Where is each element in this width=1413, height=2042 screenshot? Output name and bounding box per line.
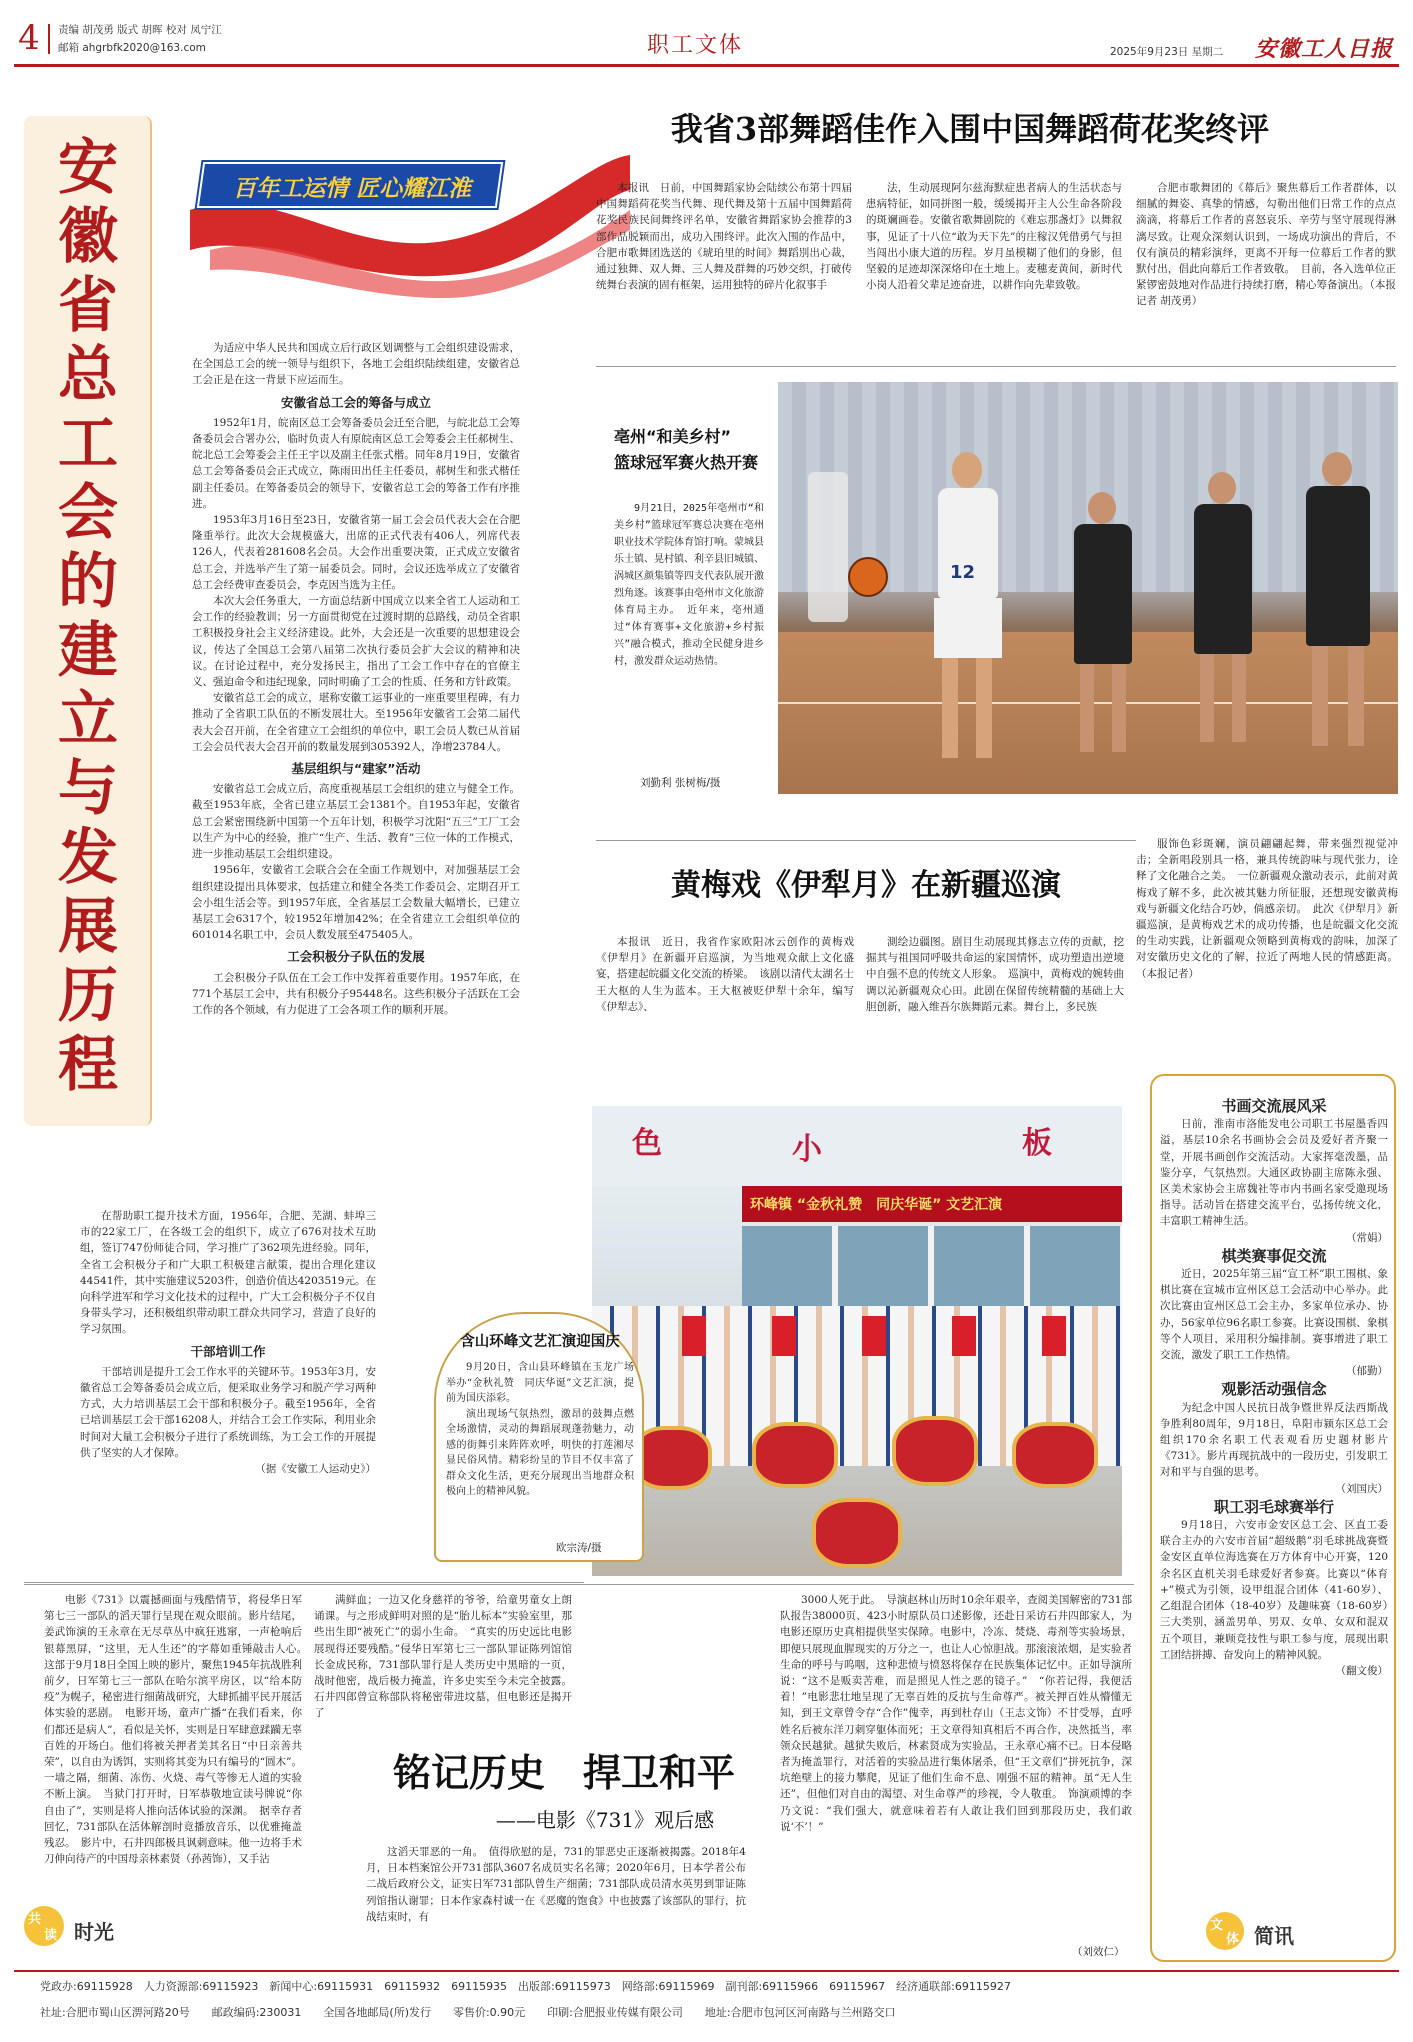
lead-subhead-2: 基层组织与“建家”活动 xyxy=(291,761,421,777)
date-line: 2025年9月23日 星期二 xyxy=(1110,46,1224,58)
sign-char: 色 xyxy=(632,1126,662,1161)
dance-paragraph: 本报讯 日前，中国舞蹈家协会陆续公布第十四届中国舞蹈荷花奖当代舞、现代舞及第十五届中国舞蹈荷花奖民族民间舞终评名单，安徽省舞蹈家协会推荐的3部作品脱颖而出，成功入围终评。此次入围的作品中，合肥市歌舞团选送的《琥珀里的时间》舞蹈別出心裁，通过独舞、双人舞、三人舞及群舞的巧妙交织，打破传统舞台表演的固有框架，运用独特的碎片化叙事手 xyxy=(596,182,852,292)
opera-paragraph: 服饰色彩斑斓，演员翩翩起舞，带来强烈视觉冲击；全新唱段别具一格，兼具传统韵味与现代张力，诠释了文化融合之美。 一位新疆观众激动表示，此前对黄梅戏了解不多，此次被其魅力所征服，还想现安徽黄梅戏与新疆文化结合巧妙，倘感亲切。 此次《伊犁月》新疆巡演，是黄梅戏艺术的成功传播，也是皖疆文化交流的生动实践，让新疆观众领略到黄梅戏的韵味，加深了对安徽历史文化的了解，拉近了两地人民的情感距离。（本报记者） xyxy=(1136,838,1398,980)
dance-paragraph: 法，生动展现阿尔兹海默症患者病人的生活状态与患病特征，如同拼图一般，缓缓揭开主人公生命各阶段的斑斓画卷。安徽省歌舞剧院的《难忘那盏灯》以舞叙事，见证了十八位“敢为天下先”的庄稼汉凭借勇气与担当闯出小康大道的历程。岁月虽模糊了他们的身影，但坚毅的足迹却深深烙印在土地上。麦穗麦黄间，新时代小岗人沿着父辈足迹奋进，以耕作向先辈致敬。 xyxy=(866,182,1122,292)
brief-item-title: 书画交流展风采 xyxy=(1221,1097,1327,1115)
editors-line: 责编 胡茂勇 版式 胡晖 校对 凤宁江 xyxy=(58,24,222,36)
drum xyxy=(892,1416,978,1486)
basketball-paragraph: 9月21日，2025年亳州市“和美乡村”篮球冠军赛总决赛在亳州职业技术学院体育馆打响。蒙城县乐土镇、晃村镇、利辛县旧城镇、涡城区颜集镇等四支代表队展开激烈角逐。该赛事由亳州市文化旅游体育局主办。 近年来，亳州通过“体育赛事+文化旅游+乡村振兴”融合模式，推动全民健身进乡村，激发群众运动热情。 xyxy=(614,503,764,667)
brief-item xyxy=(1160,1499,1388,1679)
footer-address: 社址:合肥市蜀山区淠河路20号 邮政编码:230031 全国各地邮局(所)发行 零售价:0.90元 印刷:合肥报业传媒有限公司 地址:合肥市包河区河南路与兰州路交口 xyxy=(40,2006,896,2019)
title-char: 的 xyxy=(58,547,118,617)
page-number: 4 xyxy=(18,18,40,58)
title-char: 工 xyxy=(58,409,118,479)
review-col2 xyxy=(314,1592,572,1742)
lead-subhead-1: 安徽省总工会的筹备与成立 xyxy=(280,394,431,410)
brief-item-title: 棋类赛事促交流 xyxy=(1221,1246,1327,1265)
opera-col3 xyxy=(1136,836,1398,982)
hanshan-paragraph: 9月20日，含山县环峰镇在玉龙广场举办“金秋礼赞 同庆华诞”文艺汇演，提前为国庆添彩。 xyxy=(446,1362,634,1404)
brief-item-body: 近日，2025年第三届“宣工杯”职工围棋、象棋比赛在宣城市宣州区总工会活动中心举办。此次比赛由宣州区总工会主办，多家单位承办、协办，56家单位96名职工参赛。比赛设围棋、象棋等个人项目，采用积分编排制。赛事增进了职工交流，激发了职工工作热情。 xyxy=(1160,1268,1388,1362)
lead-paragraph: 工会积极分子队伍在工会工作中发挥着重要作用。1957年底，在771个基层工会中，共有积极分子95448名。这些积极分子活跃在工会工作的各个领域，有力促进了工会各项工作的顺利开展。 xyxy=(192,971,520,1016)
lead-source: （据《安徽工人运动史》） xyxy=(255,1463,376,1476)
brief-badge-char: 文 xyxy=(1210,1918,1224,1933)
brief-item xyxy=(1160,1248,1388,1380)
lead-paragraph: 1952年1月，皖南区总工会筹备委员会迁至合肥，与皖北总工会筹备委员会合署办公，临时负责人有原皖南区总工会筹委会主任郝树生、皖北总工会筹委会主任王宇以及副主任张式楷。同年8月19日，安徽省总工会筹备委员会正式成立，陈雨田出任主任委员，郝树生和张式楷任副主任委员。在筹备委员会的领导下，安徽省总工会的筹备工作有序推进。 xyxy=(192,416,520,510)
brief-badge-char: 体 xyxy=(1226,1932,1240,1947)
lead-body-col1 xyxy=(192,340,520,1018)
player-defender xyxy=(1188,472,1258,742)
title-char: 程 xyxy=(58,1030,118,1100)
review-paragraph: 3000人死于此。 导演赵林山历时10余年艰辛，查阅美国解密的731部队报告38000页、423小时原队员口述影像，还赴日采访石井四郎家人，为电影还原历史真相提供坚实保障。电影中，冷冻、焚烧、毒剂等实验场景，即便只展现血腥现实的万分之一，也让人心惊胆战。那滚滚浓烟，是实验者生命的呼号与呜咽，这种悲愤与愤怒将保存在民族集体记忆中。正如导演所说：“这不是贩卖苦难，而是照见人性之恶的镜子。” “你若记得，我便活着！”电影悲壮地呈现了无辜百姓的反抗与生命尊严。被关押百姓从懵懂无知，到王文章曾令存“合作”傀幸，再到杜存山（王志文饰）不甘受辱，直呼姓名后被东洋刀刺穿躯体而死；王文章得知真相后不再合作，决然抵当，率领众民越狱。越狱失败后，林素贤成为实验品，王永章心痛不已。日本侵略者为掩盖罪行，对活着的实验品进行集体屠杀，但“王文章们”拼死抗争，深坑绝壁上的接力攀爬，见证了他们生命不息、刚强不屈的精神。虽“无人生还”，但他们对自由的渴望、对生命尊严的珍视，令人敬重。 饰演顽博的李乃文说：“我们强大，就意味着若有人敢让我们回到那段历史，我们敢说‘不’！” xyxy=(780,1594,1132,1833)
opera-top-rule xyxy=(596,840,1136,841)
dance-paragraph: 合肥市歌舞团的《幕后》聚焦幕后工作者群体，以细腻的舞姿、真挚的情感，勾勒出他们日常工作的点点滴滴，将幕后工作者的喜怒哀乐、辛劳与坚守展现得淋漓尽致。让观众深刻认识到，一场成功演出的背后，不仅有演员的精彩演绎，更离不开每一位幕后工作者的默默付出，倡此向幕后工作者致敬。 目前，各入选单位正紧锣密鼓地对作品进行持续打磨，精心筹备演出。（本报记者 胡茂勇） xyxy=(1136,182,1396,308)
review-paragraph: 这滔天罪恶的一角。 值得欣慰的是，731的罪恶史正逐渐被揭露。2018年4月，日本档案馆公开731部队3607名成员实名名簿；2020年6月，日本学者公布二战后政府公文，证实日军731部队曾生产细菌；731部队成员清水英男到罪证陈列馆指认谢罪；日本作家森村诚一在《恶魔的饱食》中也披露了该部队的罪行，抗战结束时，有 xyxy=(366,1846,746,1923)
review-top-rule xyxy=(24,1584,1134,1585)
brief-item-title: 观影活动强信念 xyxy=(1221,1380,1327,1399)
lead-body-col2 xyxy=(80,1208,376,1477)
lead-subhead-4: 干部培训工作 xyxy=(190,1343,266,1359)
drum xyxy=(632,1426,712,1490)
lead-paragraph: 1953年3月16日至23日，安徽省第一届工会会员代表大会在合肥隆重举行。此次大会规模盛大，出席的正式代表有406人，列席代表126人，代表着281608名会员。大会作出重要决策，正式成立安徽省总工会，并选举产生了第一届委员会。同时，会议还选举成立了安徽省总工会经费审查委员会，李克因当选为主任。 xyxy=(192,514,520,591)
brief-item-body: 9月18日，六安市金安区总工会、区直工委联合主办的六安市首届“超级鹅”羽毛球挑战赛暨金安区直单位海选赛在万方体育中心开赛，120余名区直机关羽毛球爱好者参赛。比赛以“体育+”模式为引领，设甲组混合团体（41-60岁）、乙组混合团体（18-40岁）及趣味赛（18-60岁）三大类别，涵盖男单、男双、女单、女双和混双五个项目，兼顾竞技性与职工参与度，展现出职工团结拼搏、奋发向上的精神风貌。 xyxy=(1160,1519,1388,1661)
banner-text: 百年工运情 匠心耀江淮 xyxy=(232,176,471,202)
lead-paragraph: 在帮助职工提升技术方面，1956年，合肥、芜湖、蚌埠三市的22家工厂，在各级工会的组织下，成立了676对技术互助组，签订747份师徒合同，学习推广了362项先进经验。同年，全省工会积极分子和广大职工积极建言献策，提出合理化建议44541件，其中实施建议5203件，创造价值达4203519元。在向科学进军和学习文化技术的过程中，广大工会积极分子不仅自身带头学习，还积极组织带动职工群众共同学习，营造了良好的学习氛围。 xyxy=(80,1210,376,1336)
header-rule xyxy=(14,64,1399,67)
sign-char: 板 xyxy=(1022,1126,1052,1161)
hanshan-paragraph: 演出现场气氛热烈，激昂的鼓舞点燃全场激情，灵动的舞蹈展现蓬勃魅力，动感的街舞引来阵阵欢呼，明快的打莲湘尽显民俗风情。精彩纷呈的节目不仅丰富了群众文化生活，更充分展现出当地群众积极向上的精神风貌。 xyxy=(446,1408,634,1497)
basketball-title-1: 亳州“和美乡村” xyxy=(614,427,732,446)
review-col2b xyxy=(366,1844,746,1964)
title-char: 省 xyxy=(58,271,118,341)
review-col3 xyxy=(780,1592,1132,1962)
brief-item-title: 职工羽毛球赛举行 xyxy=(1213,1497,1334,1516)
lead-subhead-3: 工会积极分子队伍的发展 xyxy=(287,949,425,965)
jersey-number: 12 xyxy=(950,562,976,583)
hanshan-credit: 欧宗涛/摄 xyxy=(556,1542,602,1554)
title-char: 安 xyxy=(58,133,118,203)
review-title: 铭记历史 捍卫和平 xyxy=(392,1750,735,1795)
brief-item-body: 为纪念中国人民抗日战争暨世界反法西斯战争胜利80周年，9月18日，阜阳市颍东区总工会组织170余名职工代表观看历史题材影片《731》。影片再现抗战中的一段历史，引发职工对和平与自强的思考。 xyxy=(1160,1401,1388,1479)
drum xyxy=(812,1498,902,1568)
title-char: 会 xyxy=(58,478,118,548)
review-badge-char: 共 xyxy=(28,1912,42,1927)
dance-bottom-rule xyxy=(596,366,1396,367)
basketball-credit: 刘勤利 张树梅/摄 xyxy=(640,777,721,789)
section-title: 职工文体 xyxy=(646,33,743,58)
title-char: 总 xyxy=(58,340,118,410)
basketball-body xyxy=(614,500,764,670)
lead-bottom-rule xyxy=(24,1582,584,1583)
title-char: 徽 xyxy=(58,202,118,272)
brief-item-byline: （常娟） xyxy=(1346,1231,1388,1244)
footer-rule xyxy=(14,1970,1399,1972)
lead-paragraph: 安徽省总工会的成立，堪称安徽工运事业的一座重要里程碑，有力推动了全省职工队伍的不断发展壮大。至1956年安徽省工会第二届代表大会召开前，在全省建立工会组织的单位中，职工会员人数已从首届工会会员代表大会召开前的数量发展到305392人，净增23784人。 xyxy=(192,692,520,753)
lead-paragraph: 干部培训是提升工会工作水平的关键环节。1953年3月，安徽省总工会筹备委员会成立后，便采取业务学习和脱产学习两种方式，大力培训基层工会干部和积极分子。截至1956年，全省已培训基层工会干部16208人，并结合工会工作实际，利用业余时间对大量工会积极分子进行了系统训练，为工会工作的开展提供了坚实的人才保障。 xyxy=(80,1365,376,1459)
title-char: 展 xyxy=(58,892,118,962)
player-defender xyxy=(1298,452,1378,752)
opera-title: 黄梅戏《伊犁月》在新疆巡演 xyxy=(671,868,1061,903)
review-subtitle: ——电影《731》观后感 xyxy=(495,1808,715,1832)
basketball-ball xyxy=(848,557,888,597)
brief-item xyxy=(1160,1098,1388,1246)
review-label: 时光 xyxy=(74,1920,114,1944)
review-paragraph: 电影《731》以震撼画面与残酷情节，将侵华日军第七三一部队的滔天罪行呈现在观众眼前。影片结尾，姜武饰演的王永章在无尽草丛中疯狂逃窜，一声枪响后银幕黑屏，“这里，无人生还”的字幕如重锤敲击人心。 这部于9月18日全国上映的影片，聚焦1945年抗战胜利前夕，日军第七三一部队在哈尔滨平房区，以“给本防疫”为幌子，秘密进行细菌战研究，大肆抓捕平民开展活体实验的恶剧。 电影开场，童声广播“在我们看来，你们都还是病人”，看似是关怀，实则是日军肆意蹂躏无辜百姓的开场白。他们将被关押者美其名日“中日亲善共荣”，以自由为诱饵，实则将其变为只有编号的“圆木”。一墙之隔，细菌、冻伤、火烧、毒气等惨无人道的实验不断上演。 当狱门打开时，日军恭敬地宣读号牌说“你自由了”，实则是将人推向活体试验的深渊。 据幸存者回忆，731部队在活体解剖时竟播放音乐，以优雅掩盖残忍。 影片中，石井四郎极具讽刺意味。他一边将手术刀伸向待产的中国母亲林素贤（孙茜饰），又手沾 xyxy=(44,1594,313,1866)
brief-label: 简讯 xyxy=(1254,1924,1294,1948)
parade-photo xyxy=(592,1106,1122,1576)
opera-col2 xyxy=(866,934,1124,1015)
lead-paragraph: 1956年，安徽省工会联合会在全面工作规划中，对加强基层工会组织建设提出具体要求，包括建立和健全各类工作委员会、定期召开工会小组生活会等。到1957年底，全省基层工会数量大幅增长，已建立基层工会6317个，较1952年增加42%；在全省建立工会组织单位的601014名职工中，会员人数发展至475405人。 xyxy=(192,864,520,942)
vertical-divider xyxy=(48,24,50,54)
brief-item xyxy=(1160,1381,1388,1496)
review-badge-char: 读 xyxy=(44,1928,58,1943)
opera-col1 xyxy=(596,934,854,1015)
brief-item-byline: （刘国庆） xyxy=(1335,1482,1388,1495)
dance-title: 我省3部舞蹈佳作入围中国舞蹈荷花奖终评 xyxy=(670,110,1270,148)
review-col1 xyxy=(44,1592,313,1922)
lead-paragraph: 安徽省总工会成立后，高度重视基层工会组织的建立与健全工作。截至1953年底，全省已建立基层工会1381个。自1953年起，安徽省总工会紧密围绕新中国第一个五年计划，积极学习沈阳“五三”工厂工会以生产为中心的经验，推广“生产、生活、教育”三位一体的工作模式，进一步推动基层工会组织建设。 xyxy=(192,783,520,861)
email-line: 邮箱 ahgrbfk2020@163.com xyxy=(58,42,206,54)
review-paragraph: 满鲜血；一边又化身慈祥的爷爷，给童男童女上朗诵课。与之形成鲜明对照的是“胎儿标本”实验室里，那些出生即“被死亡”的弱小生命。 “真实的历史远比电影展现得还要残酷。”侵华日军第七三一部队罪证陈列馆馆长金成民称，731部队罪行是人类历史中黑暗的一页，战时他密，战后极力掩盖，许多史实至今未完全披露。石井四郎曾宣称部队将秘密带进坟墓，但电影还是揭开了 xyxy=(314,1594,572,1720)
review-byline: （刘效仁） xyxy=(1072,1946,1125,1958)
footer-contacts: 党政办:69115928 人力资源部:69115923 新闻中心:69115931 69115932 69115935 出版部:69115973 网络部:69115969 副刊部:69115966 69115967 经济通联部:69115927 xyxy=(40,1980,1011,1993)
dance-col1 xyxy=(596,180,852,293)
title-char: 发 xyxy=(58,823,118,893)
lead-paragraph: 本次大会任务重大，一方面总结新中国成立以来全省工人运动和工会工作的经验教训；另一方面贯彻党在过渡时期的总路线，动员全省职工积极投身社会主义经济建设。此外，大会还是一次重要的思想建设会议，传达了全国总工会第八届第二次执行委员会扩大会议的精神和决议。在讨论过程中，充分发扬民主，指出了工会工作中存在的官僚主义、强迫命令和违纪现象，同时明确了工会的性质、任务和方针政策。 xyxy=(192,595,520,689)
drum xyxy=(1012,1422,1098,1488)
basketball-title-2: 篮球冠军赛火热开赛 xyxy=(614,453,759,472)
drum xyxy=(752,1422,838,1488)
title-char: 建 xyxy=(58,616,118,686)
brief-item-byline: （翻文俊） xyxy=(1335,1664,1388,1677)
brief-item-byline: （郁勤） xyxy=(1346,1365,1388,1378)
dance-col3 xyxy=(1136,180,1396,310)
opera-paragraph: 測绘边疆图。剧目生动展现其修志立传的贡献，挖掘其与祖国同呼吸共命运的家国情怀，成功塑造出逆境中自强不息的传统文人形象。 巡演中，黄梅戏的婉转曲调以沁新疆观众心田。此剧在保留传统精髓的基础上大胆创新，融入维吾尔族舞蹈元素。舞台上，多民族 xyxy=(866,936,1124,1013)
brief-list xyxy=(1160,1096,1388,1679)
masthead-logo: 安徽工人日报 xyxy=(1255,36,1394,62)
lead-intro: 为适应中华人民共和国成立后行政区划调整与工会组织建设需求，在全国总工会的统一领导与组织下，各地工会组织陆续组建，安徽省总工会正是在这一背景下应运而生。 xyxy=(192,342,520,387)
hanshan-title: 含山环峰文艺汇演迎国庆 xyxy=(460,1334,620,1350)
dance-col2 xyxy=(866,180,1122,293)
player-defender xyxy=(1068,492,1138,752)
title-char: 立 xyxy=(58,685,118,755)
hanshan-body xyxy=(446,1360,634,1500)
player-background xyxy=(808,472,848,622)
lead-vertical-title xyxy=(32,134,144,1100)
sign-char: 小 xyxy=(792,1132,822,1167)
title-char: 与 xyxy=(58,754,118,824)
stage-banner-text: 环峰镇 “金秋礼赞 同庆华诞” 文艺汇演 xyxy=(750,1197,1003,1213)
title-char: 历 xyxy=(58,961,118,1031)
player-dribbler xyxy=(928,452,1008,772)
brief-item-body: 日前，淮南市洛能发电公司职工书屋墨香四溢，基层10余名书画协会会员及爱好者齐聚一堂，开展书画创作交流活动。大家挥毫泼墨，品鉴分享，气氛热烈。大通区政协副主席陈永强、区美术家协会主席魏社等市内书画名家受邀现场指导。活动旨在搭建交流平台，弘扬传统文化，丰富职工精神生活。 xyxy=(1160,1118,1388,1228)
opera-paragraph: 本报讯 近日，我省作家欧阳冰云创作的黄梅戏《伊犁月》在新疆开启巡演，为当地观众献上文化盛宴，搭建起皖疆文化交流的桥梁。 该剧以清代太湖名士王大枢的人生为蓝本。王大枢被贬伊犁十余年，编写《伊犁志》、 xyxy=(596,936,854,1013)
basketball-photo xyxy=(778,382,1398,794)
red-fans xyxy=(652,1316,1072,1356)
